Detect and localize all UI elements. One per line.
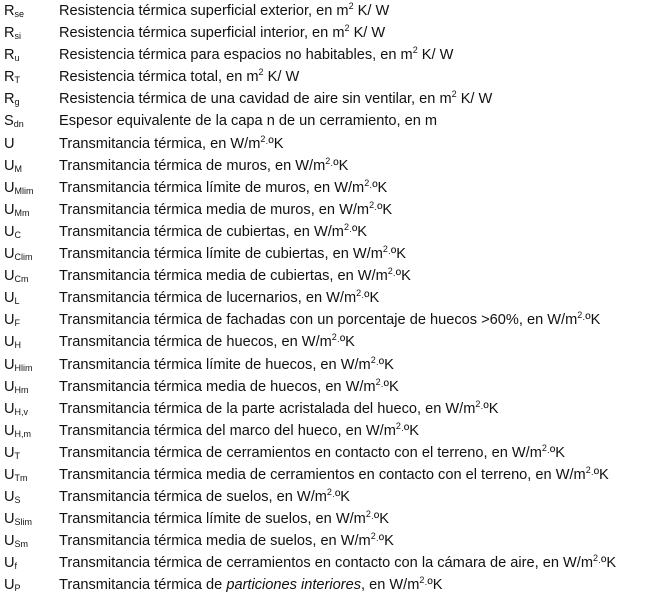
unit-exponent: 2 [258,67,264,78]
glossary-row [0,331,658,353]
description-text: Transmitancia térmica de muros, en W/m [59,157,326,174]
symbol [0,243,59,265]
symbol-base: U [4,555,15,572]
description-text: Transmitancia térmica de cerramientos en contacto con la cámara de aire, en W/m [59,555,593,572]
symbol-subscript: P [14,583,21,594]
description-text: , en W/m [361,577,420,594]
unit-suffix: ºK [339,334,355,351]
glossary-row [0,221,658,243]
symbol-subscript: Cm [14,274,29,285]
unit-exponent: 2 [541,442,547,453]
glossary-row [0,22,658,44]
description [59,88,658,110]
unit-suffix: K/ W [353,3,390,19]
symbol-base: U [4,466,15,483]
symbol [0,574,59,596]
unit-exponent: 2 [419,575,425,586]
unit-exponent: 2 [592,553,598,564]
glossary-row [0,442,658,464]
symbol-subscript: T [14,450,21,461]
description-text: Transmitancia térmica de fachadas con un porcentaje de huecos >60%, en W/m [59,312,578,329]
description [59,133,658,155]
symbol-subscript: M [14,163,23,174]
glossary-row [0,508,658,530]
symbol-base: R [4,3,15,19]
unit-dot: · [392,270,396,281]
unit-suffix: ºK [403,422,419,439]
unit-suffix: ºK [483,400,499,417]
symbol-subscript: Mlim [14,185,34,196]
description-text: Espesor equivalente de la capa n de un cerramiento, en m [59,113,438,130]
symbol-base: U [4,135,15,152]
description-italic: particiones interiores [226,577,361,594]
unit-suffix: ºK [268,135,284,152]
symbol [0,376,59,398]
symbol-base: U [4,489,15,506]
description-text: Transmitancia térmica de cubiertas, en W/m [59,223,344,240]
symbol [0,133,59,155]
unit-exponent: 2 [356,288,362,299]
symbol [0,354,59,376]
glossary-row [0,133,658,155]
symbol-subscript: H,m [14,428,32,439]
symbol [0,287,59,309]
description [59,398,658,420]
unit-suffix: ºK [395,268,411,285]
description-text: Transmitancia térmica límite de suelos, en W/m [59,511,366,528]
unit-dot: · [375,535,379,546]
unit-suffix: ºK [378,533,394,550]
unit-dot: · [400,424,404,435]
symbol [0,464,59,486]
unit-suffix: ºK [333,157,349,174]
description [59,530,658,552]
unit-suffix: K/ W [417,47,454,64]
unit-suffix: ºK [351,223,368,240]
unit-suffix: K/ W [263,69,300,86]
symbol-base: U [4,577,15,594]
symbol-base: S [4,113,14,130]
unit-exponent: 2 [365,509,371,520]
unit-exponent: 2 [475,398,481,409]
description [59,155,658,177]
symbol [0,177,59,199]
symbol-subscript: si [14,31,22,42]
description [59,221,658,243]
glossary-row [0,287,658,309]
glossary-row [0,398,658,420]
glossary-row [0,44,658,66]
description-text: Transmitancia térmica de cerramientos en contacto con el terreno, en W/m [59,444,542,461]
unit-dot: · [590,468,594,479]
description [59,66,658,88]
description [59,44,658,66]
symbol [0,331,59,353]
symbol-base: U [4,268,15,285]
glossary-row [0,265,658,287]
unit-exponent: 2 [364,177,370,188]
unit-dot: · [361,292,365,303]
symbol-subscript: u [14,53,20,64]
symbol [0,442,59,464]
glossary-row [0,88,658,110]
glossary-row [0,177,658,199]
glossary-row [0,199,658,221]
glossary-row [0,376,658,398]
description [59,110,658,132]
symbol-base: U [4,312,15,329]
symbol [0,44,59,66]
unit-suffix: ºK [334,489,351,506]
description [59,265,658,287]
description [59,420,658,442]
unit-exponent: 2 [343,221,349,232]
description-text: Transmitancia térmica, en W/m [59,135,261,152]
description-text: Resistencia térmica superficial interior, en m [59,25,345,42]
description-text: Transmitancia térmica media de muros, en W/m [59,201,370,218]
unit-suffix: ºK [378,356,394,373]
glossary-row [0,486,658,508]
unit-exponent: 2 [370,354,376,365]
description-text: Transmitancia térmica límite de cubiertas, en W/m [59,246,383,263]
symbol-subscript: H,v [14,406,29,417]
unit-dot: · [370,513,374,524]
unit-dot: · [424,579,428,590]
description [59,486,658,508]
symbol [0,309,59,331]
unit-suffix: ºK [549,444,565,461]
unit-suffix: ºK [364,290,380,307]
symbol-subscript: Tm [14,472,28,483]
symbol-subscript: Clim [14,252,33,263]
unit-dot: · [369,181,373,192]
symbol-base: U [4,334,15,351]
unit-exponent: 2 [451,89,457,100]
glossary-row [0,464,658,486]
symbol [0,22,59,44]
unit-exponent: 2 [395,420,401,431]
unit-exponent: 2 [331,332,337,343]
symbol-subscript: dn [13,119,24,130]
unit-dot: · [380,380,384,391]
symbol-subscript: Hm [14,384,29,395]
glossary-row [0,243,658,265]
symbol-subscript: se [14,9,25,19]
symbol-base: R [4,25,15,42]
unit-exponent: 2 [325,155,331,166]
symbol [0,110,59,132]
description [59,376,658,398]
symbol-base: U [4,201,15,218]
symbol [0,530,59,552]
symbol-base: R [4,91,15,108]
glossary-row [0,309,658,331]
unit-exponent: 2 [326,487,332,498]
description [59,0,658,22]
unit-suffix: ºK [427,577,443,594]
symbol-subscript: Hlim [14,362,33,373]
symbol [0,199,59,221]
symbol [0,155,59,177]
symbol-base: R [4,69,15,86]
description [59,243,658,265]
symbol-base: U [4,356,15,373]
unit-suffix: K/ W [456,91,493,108]
symbol-subscript: C [14,229,22,240]
unit-exponent: 2 [412,45,418,56]
unit-exponent: 2 [344,23,350,34]
symbol-subscript: T [14,75,21,86]
symbol-base: U [4,533,15,550]
unit-dot: · [375,358,379,369]
description [59,287,658,309]
unit-suffix: ºK [372,179,388,196]
description-text: Transmitancia térmica media de huecos, en W/m [59,378,376,395]
unit-exponent: 2 [375,376,381,387]
glossary-row [0,354,658,376]
glossary-row [0,66,658,88]
unit-suffix: K/ W [349,25,386,42]
description-text: Resistencia térmica total, en m [59,69,259,86]
symbol [0,486,59,508]
unit-suffix: ºK [377,201,393,218]
symbol-base: U [4,246,15,263]
description-text: Transmitancia térmica de lucernarios, en W/m [59,290,357,307]
description-text: Resistencia térmica superficial exterior, en m [59,3,349,19]
description [59,354,658,376]
unit-dot: · [331,491,335,502]
unit-exponent: 2 [577,310,583,321]
unit-dot: · [374,203,378,214]
description [59,22,658,44]
unit-exponent: 2 [260,133,266,144]
symbol-base: U [4,179,15,196]
symbol [0,66,59,88]
description-text: Transmitancia térmica de [59,577,227,594]
description [59,331,658,353]
glossary-row [0,552,658,574]
description-text: Transmitancia térmica del marco del hueco, en W/m [59,422,396,439]
symbol [0,398,59,420]
symbol-subscript: Slim [14,517,33,528]
symbol [0,265,59,287]
description-text: Transmitancia térmica límite de huecos, en W/m [59,356,371,373]
description [59,552,658,574]
unit-exponent: 2 [387,266,393,277]
description-text: Transmitancia térmica límite de muros, en W/m [59,179,365,196]
symbol-subscript: F [14,318,21,329]
glossary-row [0,155,658,177]
description [59,177,658,199]
symbol-subscript: Mm [14,207,30,218]
symbol-base: R [4,47,15,64]
description [59,442,658,464]
glossary-row [0,420,658,442]
unit-dot: · [546,446,550,457]
unit-exponent: 2 [382,244,388,255]
description-text: Transmitancia térmica de la parte acristalada del hueco, en W/m [59,400,476,417]
symbol-base: U [4,422,15,439]
symbol [0,221,59,243]
glossary-row [0,530,658,552]
glossary-row [0,574,658,596]
description-text: Resistencia térmica de una cavidad de aire sin ventilar, en m [59,91,452,108]
unit-exponent: 2 [369,199,375,210]
description-text: Transmitancia térmica media de cerramientos en contacto con el terreno, en W/m [59,466,586,483]
unit-suffix: ºK [373,511,389,528]
unit-suffix: ºK [390,246,406,263]
symbol-base: U [4,444,15,461]
symbol-base: U [4,378,15,395]
glossary-row [0,0,658,22]
symbol [0,552,59,574]
description-text: Transmitancia térmica media de suelos, en W/m [59,533,371,550]
symbol-base: U [4,157,15,174]
description-text: Resistencia térmica para espacios no habitables, en m [59,47,413,64]
description-text: Transmitancia térmica media de cubiertas, en W/m [59,268,388,285]
unit-suffix: ºK [383,378,399,395]
symbol [0,0,59,22]
unit-dot: · [387,248,391,259]
unit-suffix: ºK [593,466,609,483]
unit-dot: · [265,137,269,148]
unit-dot: · [582,314,586,325]
unit-suffix: ºK [585,312,601,329]
unit-dot: · [336,336,340,347]
unit-dot: · [330,159,334,170]
symbol [0,88,59,110]
symbol-subscript: f [14,561,18,572]
symbol-subscript: Sm [14,539,29,550]
unit-dot: · [598,557,601,568]
symbol-subscript: L [14,296,20,307]
description-text: Transmitancia térmica de huecos, en W/m [59,334,332,351]
description [59,464,658,486]
unit-dot: · [480,402,484,413]
symbol-base: U [4,400,15,417]
symbol-subscript: g [14,97,20,108]
unit-suffix: ºK [601,555,617,572]
symbol-base: U [4,223,15,240]
symbol-subscript: H [14,340,22,351]
unit-exponent: 2 [348,1,354,11]
unit-exponent: 2 [370,531,376,542]
description [59,309,658,331]
symbol-subscript: S [14,495,21,506]
symbol-base: U [4,511,15,528]
description [59,508,658,530]
description [59,574,658,596]
unit-exponent: 2 [585,464,591,475]
description-text: Transmitancia térmica de suelos, en W/m [59,489,327,506]
symbol-base: U [4,290,15,307]
symbol [0,420,59,442]
glossary-row [0,110,658,132]
description [59,199,658,221]
unit-dot: · [348,225,352,236]
symbol [0,508,59,530]
